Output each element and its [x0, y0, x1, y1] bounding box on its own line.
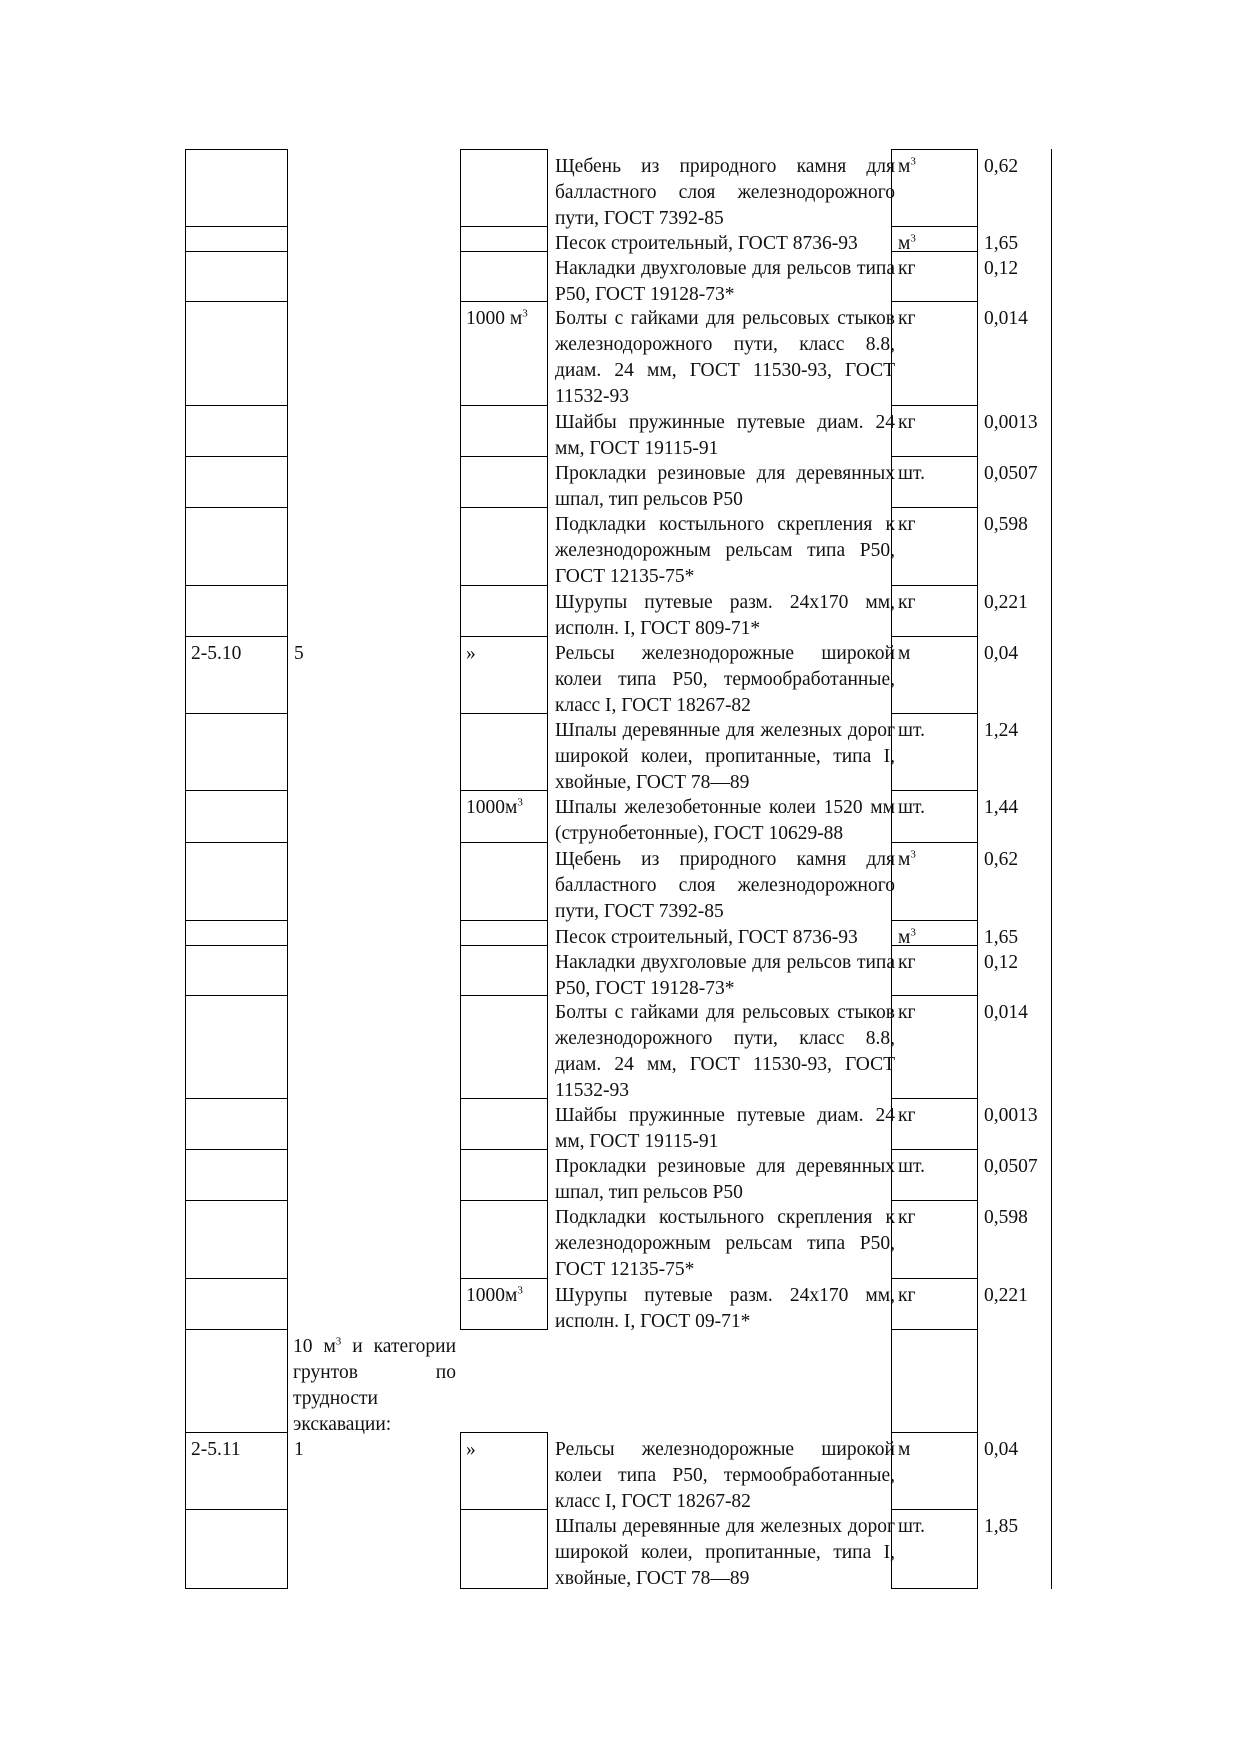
cell-text: 0,014: [984, 1002, 1028, 1023]
code-cell: [185, 920, 288, 946]
cell-text: Щебень из природного камня для балластного слоя железнодорожного пути, ГОСТ 7392-85: [555, 156, 895, 229]
quantity-value: [984, 256, 1018, 282]
unit-block-cell: [460, 1200, 548, 1279]
cell-text: кг: [898, 1207, 916, 1228]
cell-text: кг: [898, 1285, 916, 1306]
cell-text: Шурупы путевые разм. 24х170 мм, исполн. I, ГОСТ 09-71*: [555, 1285, 895, 1332]
cell-text: м: [898, 233, 911, 254]
cell-text: »: [466, 643, 476, 664]
quantity-value: [984, 1283, 1028, 1309]
material-description: [555, 950, 895, 1002]
unit-label: [898, 1154, 925, 1180]
material-description: [555, 1437, 895, 1515]
code-cell: [185, 251, 288, 302]
quantity-value: [984, 590, 1028, 616]
unit-block-label: [466, 1437, 476, 1463]
cell-text: Накладки двухголовые для рельсов типа Р50, ГОСТ 19128-73*: [555, 952, 895, 999]
cell-text: 1: [294, 1439, 304, 1460]
superscript: 3: [910, 848, 916, 861]
cell-text: 0,12: [984, 952, 1019, 973]
cell-text: Шпалы деревянные для железных дорог широкой колеи, пропитанные, типа I, хвойные, ГОСТ 78—89: [555, 720, 895, 793]
unit-block-label: [466, 1283, 523, 1309]
cell-text: Болты с гайками для рельсовых стыков железнодорожного пути, класс 8.8, диам. 24 мм, ГОСТ 11530-93, ГОСТ 11532-93: [555, 1002, 895, 1101]
cell-text: кг: [898, 1002, 916, 1023]
unit-block-label: [466, 306, 528, 332]
cell-text: 0,014: [984, 308, 1028, 329]
cell-text: кг: [898, 952, 916, 973]
cell-text: Рельсы железнодорожные широкой колеи типа Р50, термообработанные, класс I, ГОСТ 18267-82: [555, 1439, 895, 1512]
cell-text: Песок строительный, ГОСТ 8736-93: [555, 927, 858, 948]
superscript: 3: [910, 926, 916, 939]
row-code: [191, 1437, 241, 1463]
cell-text: кг: [898, 592, 916, 613]
cell-text: 10 м: [293, 1336, 336, 1357]
quantity-value: [984, 1437, 1018, 1463]
cell-text: 0,62: [984, 849, 1019, 870]
cell-text: 1,65: [984, 233, 1019, 254]
cell-text: кг: [898, 514, 916, 535]
material-description: [555, 718, 895, 796]
cell-text: 0,221: [984, 1285, 1028, 1306]
cell-text: м: [898, 1439, 911, 1460]
unit-block-label: [466, 795, 523, 821]
quantity-value: [984, 950, 1018, 976]
unit-block-cell: [460, 585, 548, 637]
quantity-value: [984, 231, 1018, 257]
material-description: [555, 256, 895, 308]
material-description: [555, 1514, 895, 1592]
cell-text: Щебень из природного камня для балластного слоя железнодорожного пути, ГОСТ 7392-85: [555, 849, 895, 922]
code-cell: [185, 405, 288, 457]
group-caption: [293, 1334, 456, 1438]
superscript: 3: [335, 1335, 342, 1348]
cell-text: 1,44: [984, 797, 1019, 818]
cell-text: м: [898, 643, 911, 664]
unit-cell: [891, 1329, 978, 1433]
unit-block-cell: [460, 1098, 548, 1150]
code-cell: [185, 1149, 288, 1201]
code-cell: [185, 1200, 288, 1279]
cell-text: Болты с гайками для рельсовых стыков железнодорожного пути, класс 8.8, диам. 24 мм, ГОСТ 11530-93, ГОСТ 11532-93: [555, 308, 895, 407]
code-cell: [185, 507, 288, 586]
material-description: [555, 925, 895, 951]
unit-label: [898, 154, 916, 180]
quantity-value: [984, 1103, 1038, 1129]
unit-block-cell: [460, 226, 548, 252]
cell-text: кг: [898, 308, 916, 329]
code-cell: [185, 713, 288, 791]
cell-text: Песок строительный, ГОСТ 8736-93: [555, 233, 858, 254]
material-description: [555, 795, 895, 847]
quantity-value: [984, 847, 1018, 873]
cell-text: 0,0507: [984, 1156, 1038, 1177]
cell-text-rest: и категории грунтов по трудности экскавации:: [293, 1336, 457, 1435]
cell-text: 0,598: [984, 1207, 1028, 1228]
cell-text: 1000 м: [466, 308, 523, 329]
cell-text: 1000м: [466, 1285, 518, 1306]
unit-label: [898, 256, 915, 282]
material-description: [555, 1000, 895, 1104]
cell-text: Подкладки костыльного скрепления к железнодорожным рельсам типа Р50, ГОСТ 12135-75*: [555, 514, 895, 587]
unit-block-cell: [460, 713, 548, 791]
quantity-value: [984, 306, 1028, 332]
unit-label: [898, 1514, 925, 1540]
cell-text: Прокладки резиновые для деревянных шпал, тип рельсов Р50: [555, 463, 895, 510]
quantity-value: [984, 718, 1018, 744]
quantity-value: [984, 1514, 1018, 1540]
cell-text: 0,0013: [984, 1105, 1038, 1126]
material-description: [555, 154, 895, 232]
cell-text: Накладки двухголовые для рельсов типа Р50, ГОСТ 19128-73*: [555, 258, 895, 305]
code-cell: [185, 301, 288, 406]
cell-text: шт.: [898, 720, 925, 741]
cell-text: шт.: [898, 797, 925, 818]
code-cell: [185, 995, 288, 1099]
cell-text: 0,0013: [984, 412, 1038, 433]
code-cell: [185, 790, 288, 843]
material-description: [555, 306, 895, 410]
cell-text: 0,62: [984, 156, 1019, 177]
quantity-value: [984, 1000, 1028, 1026]
cell-text: Шайбы пружинные путевые диам. 24 мм, ГОСТ 19115-91: [555, 1105, 895, 1152]
unit-block-cell: [460, 1149, 548, 1201]
cell-text: м: [898, 927, 911, 948]
code-cell: [185, 585, 288, 637]
cell-text: шт.: [898, 463, 925, 484]
unit-label: [898, 1000, 915, 1026]
cell-text: 0,0507: [984, 463, 1038, 484]
code-cell: [185, 226, 288, 252]
code-cell: [185, 1278, 288, 1330]
material-description: [555, 1283, 895, 1335]
unit-block-cell: [460, 405, 548, 457]
material-description: [555, 641, 895, 719]
material-description: [555, 512, 895, 590]
quantity-value: [984, 512, 1028, 538]
unit-block-cell: [460, 920, 548, 946]
unit-label: [898, 1205, 915, 1231]
unit-label: [898, 512, 915, 538]
code-cell: [185, 1329, 288, 1433]
unit-label: [898, 461, 925, 487]
unit-label: [898, 795, 925, 821]
superscript: 3: [910, 155, 916, 168]
unit-block-cell: [460, 456, 548, 508]
cell-text: кг: [898, 412, 916, 433]
row-group: [294, 641, 304, 667]
material-description: [555, 231, 895, 257]
unit-label: [898, 1103, 915, 1129]
cell-text: 0,04: [984, 1439, 1019, 1460]
unit-block-cell: [460, 945, 548, 996]
quantity-value: [984, 795, 1018, 821]
unit-label: [898, 410, 915, 436]
cell-text: 0,04: [984, 643, 1019, 664]
quantity-value: [984, 1154, 1038, 1180]
cell-text: 1,65: [984, 927, 1019, 948]
code-cell: [185, 842, 288, 921]
code-cell: [185, 149, 288, 227]
cell-text: Шпалы деревянные для железных дорог широкой колеи, пропитанные, типа I, хвойные, ГОСТ 78—89: [555, 1516, 895, 1589]
row-group: [294, 1437, 304, 1463]
quantity-value: [984, 154, 1018, 180]
quantity-value: [984, 461, 1038, 487]
unit-label: [898, 718, 925, 744]
material-description: [555, 1205, 895, 1283]
unit-label: [898, 847, 916, 873]
cell-text: шт.: [898, 1516, 925, 1537]
quantity-value: [984, 1205, 1028, 1231]
cell-text: 2-5.11: [191, 1439, 241, 1460]
cell-text: м: [898, 849, 911, 870]
unit-label: [898, 590, 915, 616]
material-description: [555, 590, 895, 642]
cell-text: кг: [898, 258, 916, 279]
superscript: 3: [522, 307, 528, 320]
code-cell: [185, 456, 288, 508]
cell-text: »: [466, 1439, 476, 1460]
quantity-value: [984, 410, 1038, 436]
unit-block-cell: [460, 842, 548, 921]
cell-text: 1,24: [984, 720, 1019, 741]
superscript: 3: [517, 1284, 523, 1297]
cell-text: м: [898, 156, 911, 177]
unit-block-cell: [460, 995, 548, 1099]
superscript: 3: [517, 796, 523, 809]
code-cell: [185, 1509, 288, 1589]
unit-block-cell: [460, 507, 548, 586]
material-description: [555, 410, 895, 462]
unit-block-cell: [460, 1509, 548, 1589]
row-code: [191, 641, 241, 667]
quantity-value: [984, 641, 1018, 667]
material-description: [555, 1154, 895, 1206]
cell-text: 2-5.10: [191, 643, 242, 664]
material-description: [555, 1103, 895, 1155]
material-description: [555, 847, 895, 925]
right-border-line: [1051, 149, 1052, 1589]
unit-label: [898, 950, 915, 976]
cell-text: Подкладки костыльного скрепления к железнодорожным рельсам типа Р50, ГОСТ 12135-75*: [555, 1207, 895, 1280]
cell-text: Прокладки резиновые для деревянных шпал, тип рельсов Р50: [555, 1156, 895, 1203]
cell-text: 0,12: [984, 258, 1019, 279]
cell-text: кг: [898, 1105, 916, 1126]
cell-text: 0,598: [984, 514, 1028, 535]
unit-block-cell: [460, 149, 548, 227]
code-cell: [185, 1098, 288, 1150]
cell-text: 1,85: [984, 1516, 1019, 1537]
unit-label: [898, 1283, 915, 1309]
cell-text: Шайбы пружинные путевые диам. 24 мм, ГОСТ 19115-91: [555, 412, 895, 459]
material-description: [555, 461, 895, 513]
cell-text: 5: [294, 643, 304, 664]
cell-text: шт.: [898, 1156, 925, 1177]
unit-block-label: [466, 641, 476, 667]
cell-text: 1000м: [466, 797, 518, 818]
code-cell: [185, 945, 288, 996]
cell-text: Шпалы железобетонные колеи 1520 мм (струнобетонные), ГОСТ 10629-88: [555, 797, 895, 844]
cell-text: Шурупы путевые разм. 24х170 мм, исполн. I, ГОСТ 809-71*: [555, 592, 895, 639]
superscript: 3: [910, 232, 916, 245]
cell-text: Рельсы железнодорожные широкой колеи типа Р50, термообработанные, класс I, ГОСТ 18267-82: [555, 643, 895, 716]
cell-text: 0,221: [984, 592, 1028, 613]
quantity-value: [984, 925, 1018, 951]
unit-label: [898, 641, 910, 667]
unit-label: [898, 306, 915, 332]
unit-label: [898, 1437, 910, 1463]
unit-block-cell: [460, 251, 548, 302]
